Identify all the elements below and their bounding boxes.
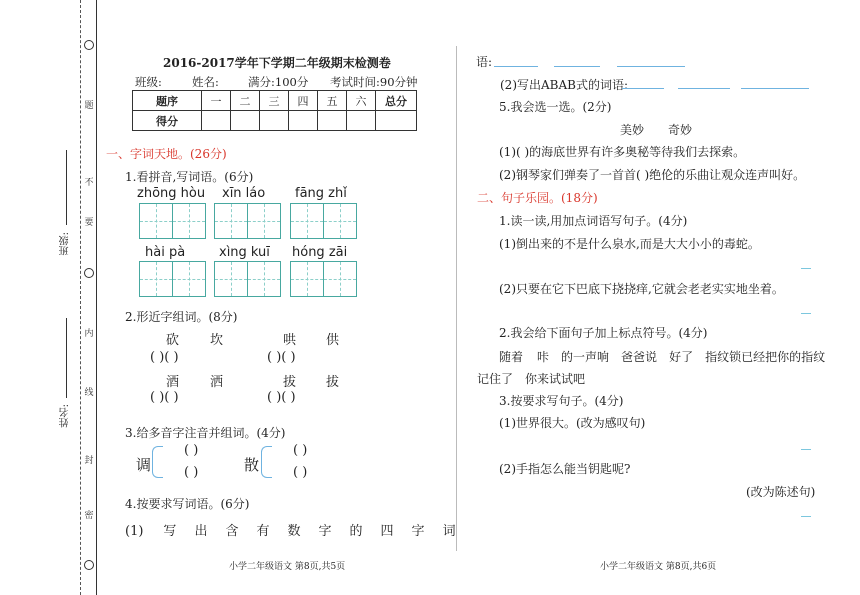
s3-item-2: (2)手指怎么能当钥匙呢?	[499, 462, 631, 476]
q4-text: 出	[194, 524, 208, 539]
s2-heading: 2.我会给下面句子加上标点符号。(4分)	[499, 326, 708, 340]
q4-item-1	[125, 520, 456, 539]
exam-time: 考试时间:90分钟	[330, 75, 418, 89]
table-header-cell: 总分	[376, 91, 417, 111]
similar-char: 拔	[326, 375, 340, 390]
writing-grid[interactable]	[290, 203, 357, 239]
answer-line[interactable]	[741, 88, 809, 89]
q5-sentence-2: (2)钢琴家们弹奏了一首首( )绝伦的乐曲让观众连声叫好。	[499, 168, 806, 182]
answer-parens[interactable]: ( )( )	[267, 390, 296, 405]
s2-fragment: 的一声响	[561, 350, 610, 364]
binding-solid-line	[96, 0, 97, 595]
binding-hole	[84, 560, 94, 570]
q4-text: 字	[411, 524, 425, 539]
similar-char: 哄	[283, 333, 297, 348]
exam-title: 2016-2017学年下学期二年级期末检测卷	[163, 56, 391, 70]
q4-text: (1)	[125, 524, 144, 539]
name-write-line	[66, 318, 67, 398]
q4-text: 四	[380, 524, 394, 539]
pinyin-label: hài pà	[145, 245, 186, 260]
s2-fragment: 好了	[669, 350, 694, 364]
page-divider	[456, 46, 457, 551]
polyphone-char: 调	[136, 456, 152, 474]
q4-text: 有	[256, 524, 270, 539]
page-footer-right: 小学二年级语文 第8页,共6页	[600, 562, 717, 572]
writing-grid[interactable]	[214, 261, 281, 297]
binding-char: 要	[84, 218, 94, 228]
binding-dash-line	[80, 0, 81, 595]
answer-line[interactable]	[494, 66, 538, 67]
s2-text-line-1	[499, 348, 825, 365]
similar-char: 洒	[210, 375, 224, 390]
q5-heading: 5.我会选一选。(2分)	[499, 100, 612, 114]
q4-text: 词	[442, 524, 456, 539]
pinyin-label: hóng zāi	[292, 245, 348, 260]
answer-parens[interactable]: ( )( )	[267, 350, 296, 365]
q4-text: 数	[287, 524, 301, 539]
class-label: 班级:	[60, 232, 71, 256]
q1-heading: 1.看拼音,写词语。(6分)	[125, 170, 254, 184]
q2-heading: 2.形近字组词。(8分)	[125, 310, 238, 324]
table-header-cell: 题序	[133, 91, 202, 111]
pinyin-label: zhōng hòu	[137, 186, 206, 201]
score-cell[interactable]	[202, 111, 231, 131]
table-header-cell: 三	[260, 91, 289, 111]
answer-parens[interactable]: ( )	[293, 465, 308, 480]
answer-parens[interactable]: ( )	[184, 465, 199, 480]
answer-line[interactable]	[678, 88, 730, 89]
q4-heading: 4.按要求写词语。(6分)	[125, 497, 250, 511]
answer-line[interactable]	[801, 449, 811, 450]
full-score: 满分:100分	[248, 75, 309, 89]
table-header-cell: 五	[318, 91, 347, 111]
table-header-cell: 二	[231, 91, 260, 111]
s3-item-1: (1)世界很大。(改为感叹句)	[499, 416, 646, 430]
writing-grid[interactable]	[139, 203, 206, 239]
section1-heading: 一、字词天地。(26分)	[106, 147, 227, 161]
binding-char: 不	[84, 178, 94, 188]
score-cell[interactable]	[260, 111, 289, 131]
answer-line[interactable]	[801, 313, 811, 314]
q4-text: 写	[163, 524, 177, 539]
pinyin-label: xìng kuī	[219, 245, 270, 260]
answer-line[interactable]	[801, 268, 811, 269]
binding-char: 封	[84, 456, 94, 466]
score-cell[interactable]	[231, 111, 260, 131]
similar-char: 酒	[166, 375, 180, 390]
choice-word: 美妙	[620, 123, 645, 137]
q4-text: 的	[349, 524, 363, 539]
s2-fragment: 你来试试吧	[525, 372, 586, 386]
s3-item-2-note: (改为陈述句)	[746, 485, 816, 499]
answer-label: 语:	[476, 55, 493, 69]
page-footer-left: 小学二年级语文 第8页,共5页	[229, 562, 346, 572]
score-table	[132, 90, 417, 131]
similar-char: 拔	[283, 375, 297, 390]
writing-grid[interactable]	[290, 261, 357, 297]
s2-fragment: 指纹锁已经把你的指纹	[705, 350, 826, 364]
score-cell[interactable]	[347, 111, 376, 131]
class-write-line	[66, 150, 67, 225]
q4-2-text: (2)写出ABAB式的词语:	[500, 78, 629, 92]
score-cell[interactable]	[376, 111, 417, 131]
pinyin-label: fāng zhǐ	[295, 186, 347, 201]
brace	[152, 446, 163, 478]
q5-sentence-1: (1)( )的海底世界有许多奥秘等待我们去探索。	[499, 145, 746, 159]
binding-char: 题	[84, 101, 94, 111]
table-header-cell: 六	[347, 91, 376, 111]
answer-line[interactable]	[554, 66, 600, 67]
pinyin-label: xīn láo	[222, 186, 266, 201]
answer-parens[interactable]: ( )( )	[150, 350, 179, 365]
binding-hole	[84, 268, 94, 278]
name-field: 姓名:	[192, 75, 219, 89]
binding-char: 密	[84, 511, 94, 521]
similar-char: 坎	[210, 333, 224, 348]
q4-text: 含	[225, 524, 239, 539]
score-cell[interactable]	[289, 111, 318, 131]
writing-grid[interactable]	[214, 203, 281, 239]
table-row-label: 得分	[133, 111, 202, 131]
s2-fragment: 咔	[537, 350, 550, 364]
table-header-cell: 一	[202, 91, 231, 111]
name-label: 姓名:	[60, 404, 71, 428]
answer-parens[interactable]: ( )( )	[150, 390, 179, 405]
q3-heading: 3.给多音字注音并组词。(4分)	[125, 426, 286, 440]
answer-parens[interactable]: ( )	[184, 443, 199, 458]
s2-fragment: 爸爸说	[621, 350, 658, 364]
writing-grid[interactable]	[139, 261, 206, 297]
s1-heading: 1.读一读,用加点词语写句子。(4分)	[499, 214, 688, 228]
score-cell[interactable]	[318, 111, 347, 131]
s1-sentence-1: (1)倒出来的不是什么泉水,而是大大小小的毒蛇。	[499, 237, 760, 251]
table-header-cell: 四	[289, 91, 318, 111]
answer-line[interactable]	[801, 516, 811, 517]
answer-line[interactable]	[617, 66, 685, 67]
answer-parens[interactable]: ( )	[293, 443, 308, 458]
s2-text-line-2	[477, 370, 585, 387]
s2-fragment: 随着	[499, 350, 524, 364]
s3-heading: 3.按要求写句子。(4分)	[499, 394, 624, 408]
answer-line[interactable]	[622, 88, 664, 89]
binding-hole	[84, 40, 94, 50]
s1-sentence-2: (2)只要在它下巴底下挠挠痒,它就会老老实实地坐着。	[499, 282, 784, 296]
binding-char: 线	[84, 388, 94, 398]
brace	[261, 446, 272, 478]
binding-char: 内	[84, 329, 94, 339]
section2-heading: 二、句子乐园。(18分)	[477, 191, 598, 205]
choice-word: 奇妙	[668, 123, 693, 137]
similar-char: 砍	[166, 333, 180, 348]
s2-fragment: 记住了	[477, 372, 514, 386]
similar-char: 供	[326, 333, 340, 348]
q4-text: 字	[318, 524, 332, 539]
class-field: 班级:	[135, 75, 162, 89]
polyphone-char: 散	[244, 456, 260, 474]
